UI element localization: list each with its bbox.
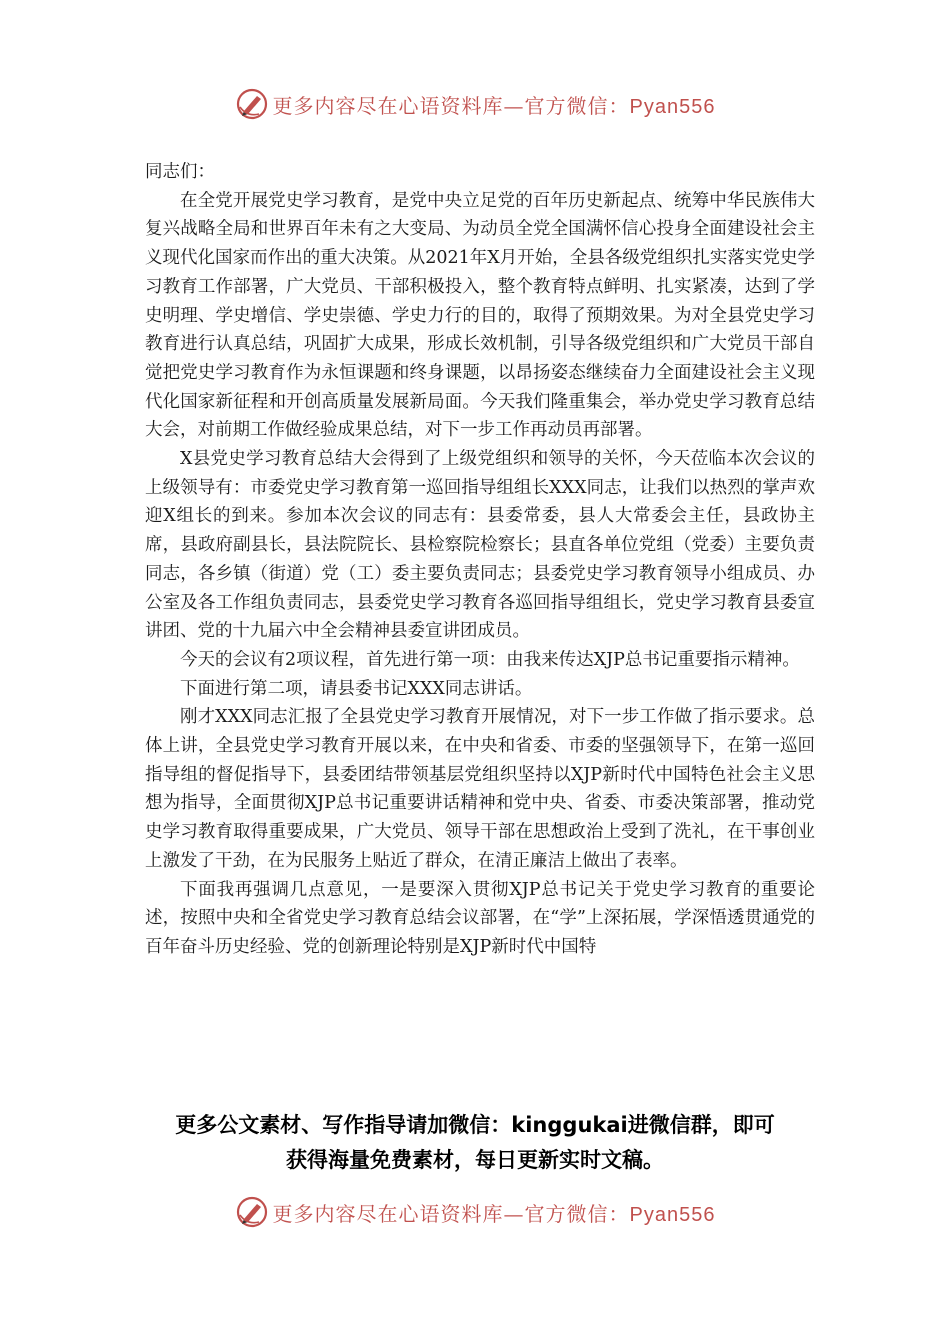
document-body (145, 158, 815, 962)
header-banner (0, 82, 950, 126)
paragraph-opinions: 下面我再强调几点意见，一是要深入贯彻XJP总书记关于党史学习教育的重要论述，按照中央和全省党史学习教育总结会议部署，在“学”上深拓展，学深悟透贯通党的百年奋斗历史经验、党的创新理论特别是XJP新时代中国特 (145, 879, 815, 957)
paragraph-second-item: 下面进行第二项，请县委书记XXX同志讲话。 (180, 678, 533, 699)
paragraph-intro: 在全党开展党史学习教育，是党中央立足党的百年历史新起点、统筹中华民族伟大复兴战略全局和世界百年未有之大变局、为动员全党全国满怀信心投身全面建设社会主义现代化国家而作出的重大决策。从2021年X月开始，全县各级党组织扎实落实党史学习教育工作部署，广大党员、干部积极投入，整个教育特点鲜明、扎实紧凑，达到了学史明理、学史增信、学史崇德、学史力行的目的，取得了预期效果。为对全县党史学习教育进行认真总结，巩固扩大成果，形成长效机制，引导各级党组织和广大党员干部自觉把党史学习教育作为永恒课题和终身课题，以昂扬姿态继续奋力全面建设社会主义现代化国家新征程和开创高质量发展新局面。今天我们隆重集会，举办党史学习教育总结大会，对前期工作做经验成果总结，对下一步工作再动员再部署。 (145, 190, 815, 441)
promo-line-2: 获得海量免费素材，每日更新实时文稿。 (286, 1148, 664, 1172)
paragraph-summary: 刚才XXX同志汇报了全县党史学习教育开展情况，对下一步工作做了指示要求。总体上讲，全县党史学习教育开展以来，在中央和省委、市委的坚强领导下，在第一巡回指导组的督促指导下，县委团结带领基层党组织坚持以XJP新时代中国特色社会主义思想为指导，全面贯彻XJP总书记重要讲话精神和党中央、省委、市委决策部署，推动党史学习教育取得重要成果，广大党员、领导干部在思想政治上受到了洗礼，在干事创业上激发了干劲，在为民服务上贴近了群众，在清正廉洁上做出了表率。 (145, 707, 815, 871)
wechat-handle: Pyan556 (629, 95, 716, 118)
promo-line-1: 更多公文素材、写作指导请加微信：kinggukai进微信群，即可 (175, 1113, 775, 1137)
salutation: 同志们： (145, 162, 215, 182)
pen-logo-icon (235, 1195, 269, 1229)
banner-text: 更多内容尽在心语资料库—官方微信：Pyan556 (272, 1201, 716, 1226)
wechat-handle: Pyan556 (629, 1203, 716, 1226)
footer-banner (0, 1190, 950, 1234)
banner-text: 更多内容尽在心语资料库—官方微信：Pyan556 (272, 93, 716, 118)
paragraph-agenda: 今天的会议有2项议程，首先进行第一项：由我来传达XJP总书记重要指示精神。 (180, 649, 800, 670)
pen-logo-icon (235, 87, 269, 121)
paragraph-attendees: X县党史学习教育总结大会得到了上级党组织和领导的关怀，今天莅临本次会议的上级领导有：市委党史学习教育第一巡回指导组组长XXX同志，让我们以热烈的掌声欢迎X组长的到来。参加本次会议的同志有：县委常委，县人大常委会主任，县政协主席，县政府副县长，县法院院长、县检察院检察长；县直各单位党组（党委）主要负责同志，各乡镇（街道）党（工）委主要负责同志；县委党史学习教育领导小组成员、办公室及各工作组负责同志，县委党史学习教育各巡回指导组组长，党史学习教育县委宣讲团、党的十九届六中全会精神县委宣讲团成员。 (145, 449, 815, 642)
promo-notice (0, 1108, 950, 1178)
